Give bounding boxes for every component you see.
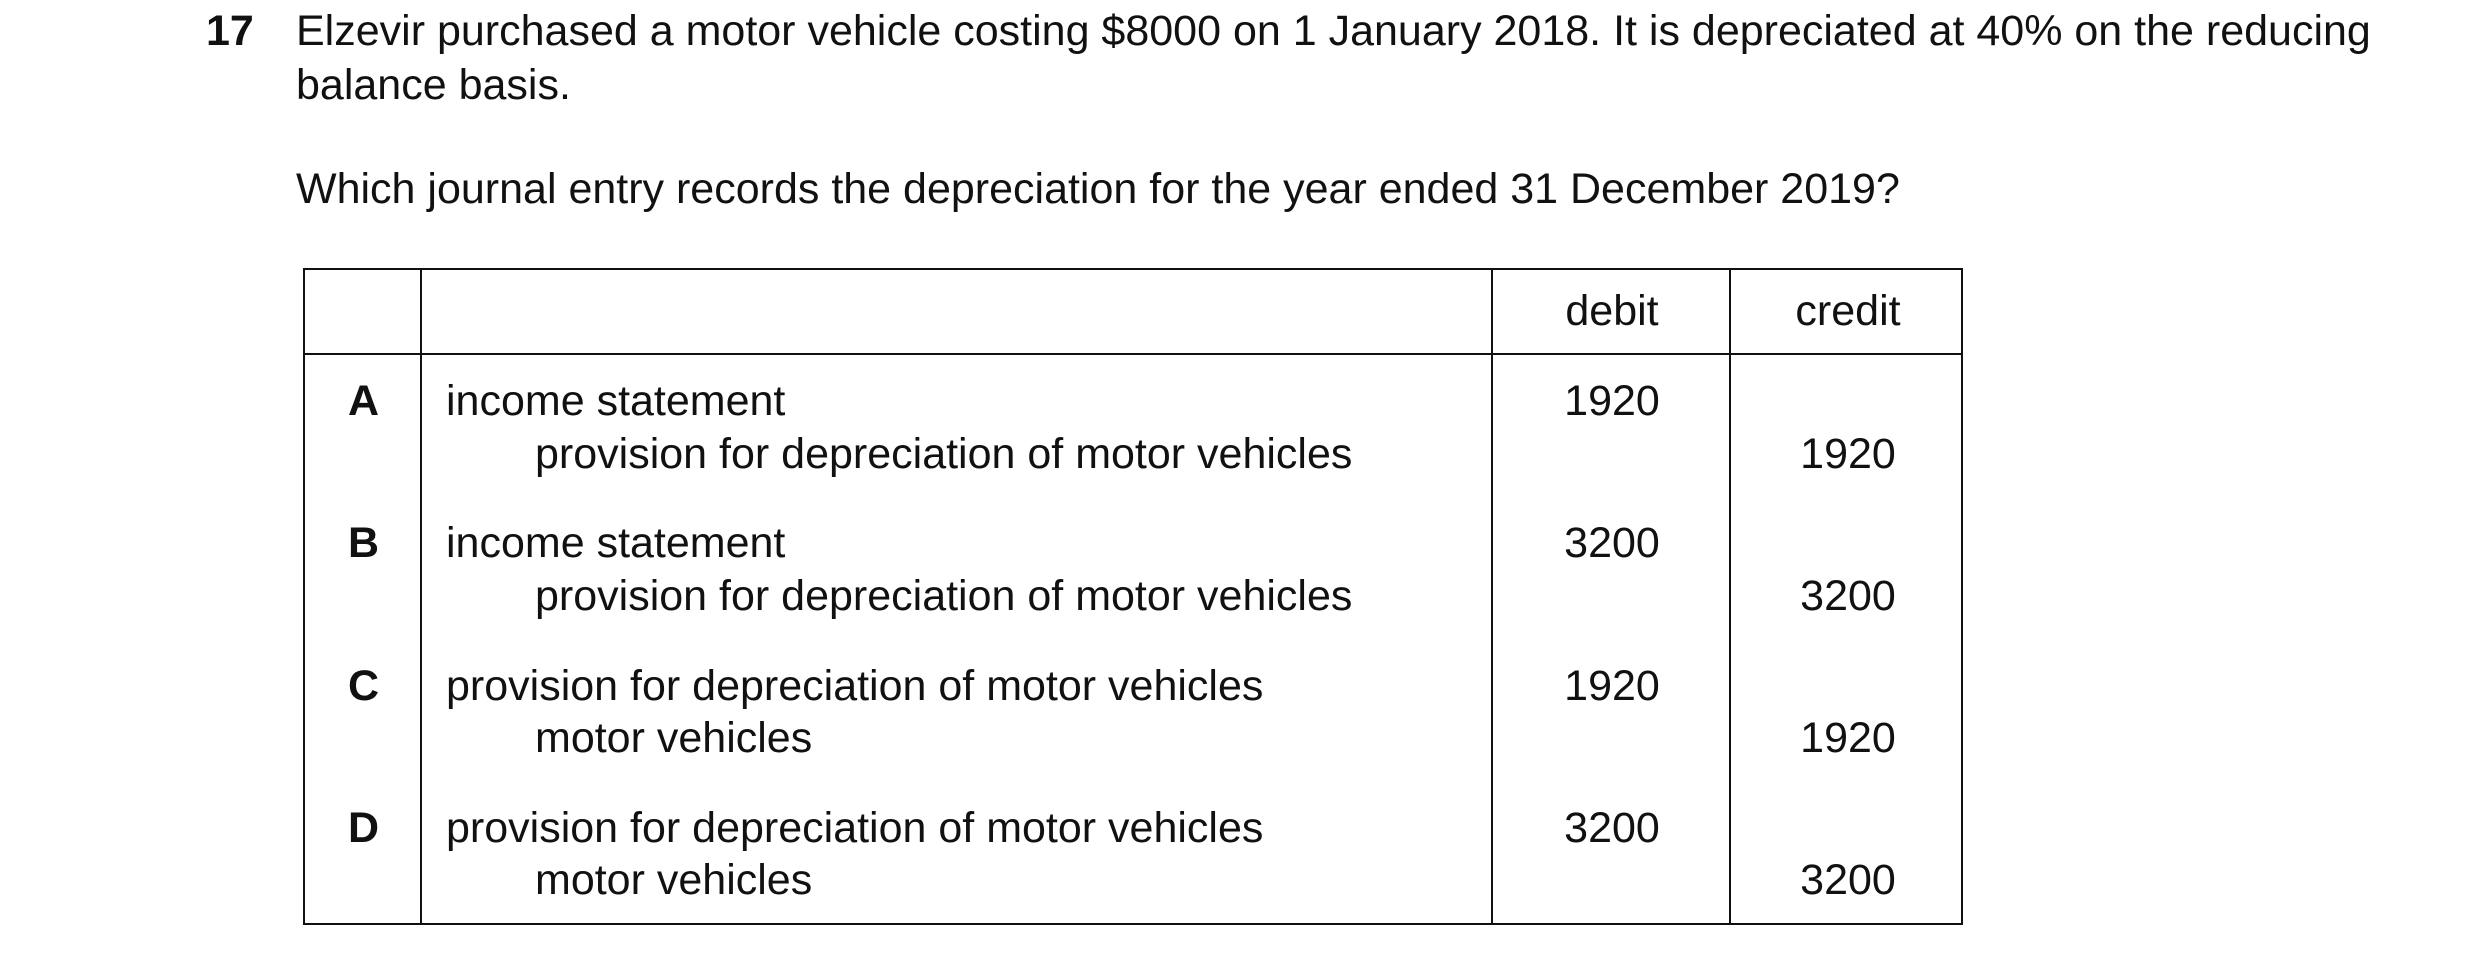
option-d-debit-amount: 3200 (1564, 804, 1660, 852)
option-a-credit-account: provision for depreciation of motor vehicles (535, 430, 1353, 478)
option-d-credit-amount: 3200 (1800, 856, 1896, 904)
option-b-letter: B (347, 519, 380, 567)
option-b-credit-amount: 3200 (1800, 572, 1896, 620)
table-header-divider (305, 353, 1961, 355)
option-b-debit-account: income statement (446, 519, 786, 567)
option-c-credit-account: motor vehicles (535, 714, 813, 762)
option-b-credit-account: provision for depreciation of motor vehicles (535, 572, 1353, 620)
debit-column-header: debit (1565, 287, 1659, 335)
option-c-debit-amount: 1920 (1564, 662, 1660, 710)
option-a-letter: A (347, 377, 380, 425)
option-a-debit-amount: 1920 (1564, 377, 1660, 425)
option-c-debit-account: provision for depreciation of motor vehicles (446, 662, 1264, 710)
answer-options-table (303, 268, 1963, 925)
option-a-credit-amount: 1920 (1800, 430, 1896, 478)
option-c-letter: C (347, 662, 380, 710)
question-text: Elzevir purchased a motor vehicle costing $8000 on 1 January 2018. It is depreciated at 40% on the reducing balance basis. (296, 7, 2371, 109)
question-prompt: Which journal entry records the depreciation for the year ended 31 December 2019? (296, 165, 1900, 213)
credit-column-header: credit (1795, 287, 1901, 335)
option-d-credit-account: motor vehicles (535, 856, 813, 904)
option-c-credit-amount: 1920 (1800, 714, 1896, 762)
option-a-debit-account: income statement (446, 377, 786, 425)
option-d-letter: D (347, 804, 380, 852)
question-number: 17 (206, 7, 254, 55)
option-d-debit-account: provision for depreciation of motor vehicles (446, 804, 1264, 852)
option-b-debit-amount: 3200 (1564, 519, 1660, 567)
